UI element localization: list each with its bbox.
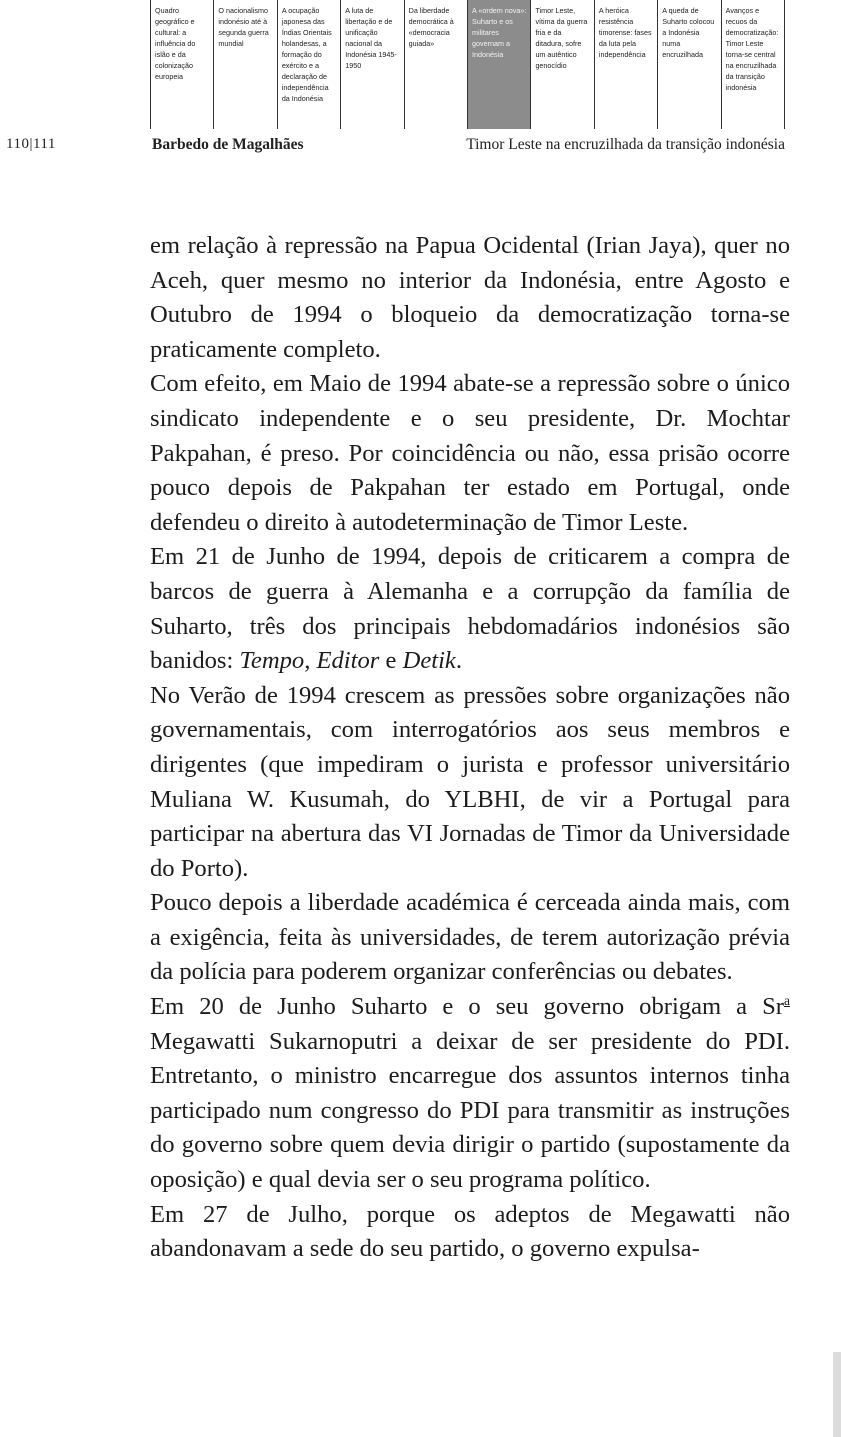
chapter-tab: Da liberdade democrática à «democracia guiada» (404, 0, 467, 129)
paragraph (150, 540, 790, 678)
paragraph-text: . (455, 647, 462, 675)
chapter-tabs (150, 0, 785, 129)
page-numbers: 110|111 (6, 136, 56, 152)
chapter-tab: A ocupação japonesa das Índias Orientais holandesas, a formação do exército e a declaração de independência da Indonésia (277, 0, 340, 129)
paragraph: Com efeito, em Maio de 1994 abate-se a repressão sobre o único sindicato independente e o seu presidente, Dr. Mochtar Pakpahan, é preso. Por coincidência ou não, essa prisão ocorre pouco depois de Pakpahan ter estado em Portugal, onde defendeu o direito à autodeterminação de Timor Leste. (150, 370, 790, 536)
paragraph: Pouco depois a liberdade académica é cerceada ainda mais, com a exigência, feita às universidades, de terem autorização prévia da polícia para poderem organizar conferências ou debates. (150, 889, 790, 986)
running-header-author: Barbedo de Magalhães (152, 136, 304, 153)
chapter-tab: A luta de libertação e de unificação nacional da Indonésia 1945-1950 (340, 0, 403, 129)
publication-names: Tempo, Editor (239, 647, 380, 675)
chapter-tab-active: A «ordem nova»: Suharto e os militares governam a Indonésia (467, 0, 530, 129)
paragraph: em relação à repressão na Papua Ocidental (Irian Jaya), quer no Aceh, quer mesmo no interior da Indonésia, entre Agosto e Outubro de 1994 o bloqueio da democratização torna-se praticamente completo. (150, 232, 790, 363)
paragraph: No Verão de 1994 crescem as pressões sobre organizações não governamentais, com interrogatórios aos seus membros e dirigentes (que impediram o jurista e professor universitário Muliana W. Kusumah, do YLBHI, de vir a Portugal para participar na abertura das VI Jornadas de Timor da Universidade do Porto). (150, 681, 790, 882)
chapter-tab: Avanços e recuos da democratização: Timor Leste torna-se central na encruzilhada da transição indonésia (721, 0, 784, 129)
chapter-tab: Quadro geográfico e cultural: a influência do islão e da colonização europeia (150, 0, 213, 129)
paragraph-text: Megawatti Sukarnoputri a deixar de ser presidente do PDI. Entretanto, o ministro encarregue dos assuntos internos tinha participado num congresso do PDI para transmitir as instruções do governo sobre quem devia dirigir o partido (supostamente da oposição) e qual devia ser o seu programa político. (150, 1027, 790, 1194)
chapter-tab: A heróica resistência timorense: fases da luta pela independência (594, 0, 657, 129)
paragraph-text: e (379, 647, 403, 675)
paragraph-text: Em 20 de Junho Suharto e o seu governo obrigam a Sr (150, 993, 784, 1021)
running-header-title: Timor Leste na encruzilhada da transição indonésia (466, 136, 785, 153)
publication-name: Detik (402, 647, 456, 675)
page-edge-shadow (833, 1352, 841, 1437)
chapter-tab: A queda de Suharto colocou a Indonésia numa encruzilhada (657, 0, 720, 129)
paragraph-text: Em 21 de Junho de 1994, depois de criticarem a compra de barcos de guerra à Alemanha e a corrupção da família de Suharto, três dos principais hebdomadários indonésios são banidos: (150, 543, 790, 675)
superscript: a (784, 992, 790, 1008)
chapter-tab: O nacionalismo indonésio até à segunda guerra mundial (213, 0, 276, 129)
paragraph (150, 990, 790, 1198)
body-text (150, 229, 790, 1267)
chapter-tab: Timor Leste, vítima da guerra fria e da ditadura, sofre um autêntico genocídio (530, 0, 593, 129)
paragraph: Em 27 de Julho, porque os adeptos de Megawatti não abandonavam a sede do seu partido, o governo expulsa- (150, 1200, 790, 1263)
